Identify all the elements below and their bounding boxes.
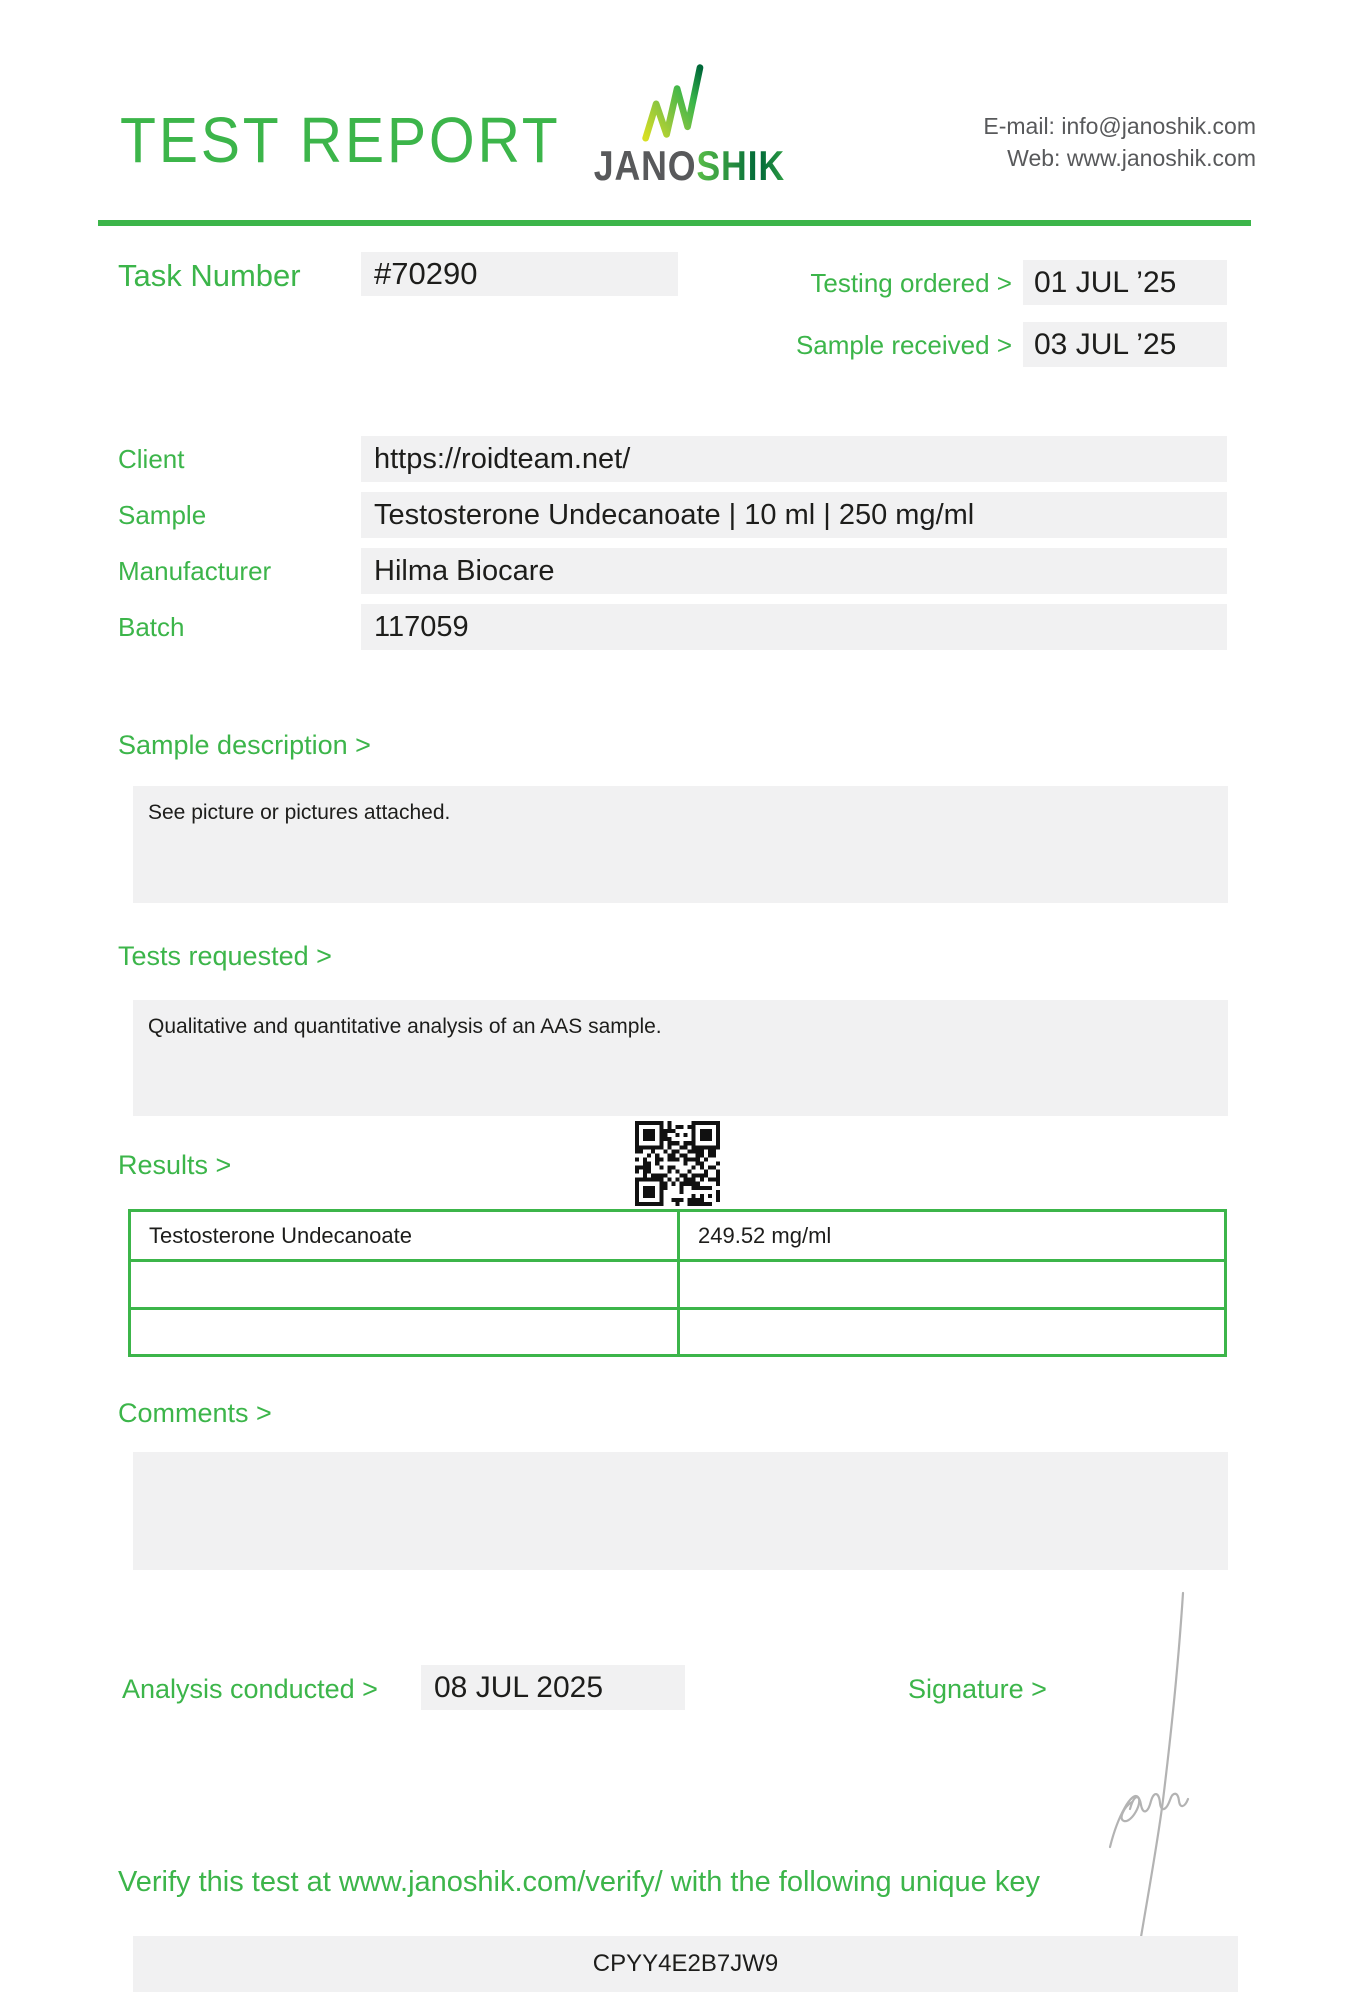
result-value-cell: 249.52 mg/ml	[698, 1222, 832, 1248]
batch-label: Batch	[118, 612, 185, 642]
sample-value: Testosterone Undecanoate | 10 ml | 250 mg/ml	[361, 492, 1227, 538]
task-number-label: Task Number	[118, 258, 301, 293]
task-number-value: #70290	[361, 252, 678, 296]
qr-code	[635, 1121, 720, 1206]
sample-label: Sample	[118, 500, 207, 530]
contact-email: E-mail: info@janoshik.com	[983, 113, 1256, 139]
result-analyte-cell	[131, 1259, 680, 1306]
analysis-conducted-label: Analysis conducted >	[122, 1674, 378, 1704]
comments-heading: Comments >	[118, 1398, 272, 1428]
tests-requested-heading: Tests requested >	[118, 941, 332, 971]
sample-description-box: See picture or pictures attached.	[133, 786, 1228, 903]
result-analyte-cell: Testosterone Undecanoate	[131, 1212, 680, 1259]
batch-value: 117059	[361, 604, 1227, 650]
contact-web: Web: www.janoshik.com	[1007, 145, 1256, 171]
tests-requested-box: Qualitative and quantitative analysis of an AAS sample.	[133, 1000, 1228, 1116]
comments-box	[133, 1452, 1228, 1570]
verify-key: CPYY4E2B7JW9	[133, 1936, 1238, 1992]
testing-ordered-value: 01 JUL ’25	[1023, 260, 1227, 305]
signature-label: Signature >	[908, 1674, 1047, 1704]
manufacturer-value: Hilma Biocare	[361, 548, 1227, 594]
result-value-cell	[680, 1259, 1224, 1306]
sample-received-value: 03 JUL ’25	[1023, 322, 1227, 367]
results-heading: Results >	[118, 1150, 232, 1180]
client-value: https://roidteam.net/	[361, 436, 1227, 482]
analysis-conducted-date: 08 JUL 2025	[421, 1665, 685, 1710]
result-value-cell	[680, 1307, 1224, 1354]
manufacturer-label: Manufacturer	[118, 556, 272, 586]
results-table	[128, 1209, 1227, 1357]
testing-ordered-label: Testing ordered >	[810, 268, 1012, 298]
page-title: TEST REPORT	[120, 104, 561, 176]
sample-received-label: Sample received >	[795, 330, 1012, 360]
header-divider	[98, 220, 1251, 226]
brand-name-gray: JANO	[593, 142, 697, 189]
result-analyte-cell	[131, 1307, 680, 1354]
brand-chart-icon	[640, 60, 718, 142]
client-label: Client	[118, 444, 185, 474]
brand-name-green: SHIK	[696, 142, 786, 189]
sample-description-heading: Sample description >	[118, 730, 371, 760]
contact-block	[983, 110, 1256, 174]
verify-instruction: Verify this test at www.janoshik.com/verify/ with the following unique key	[118, 1866, 1040, 1898]
brand-name	[593, 142, 786, 190]
